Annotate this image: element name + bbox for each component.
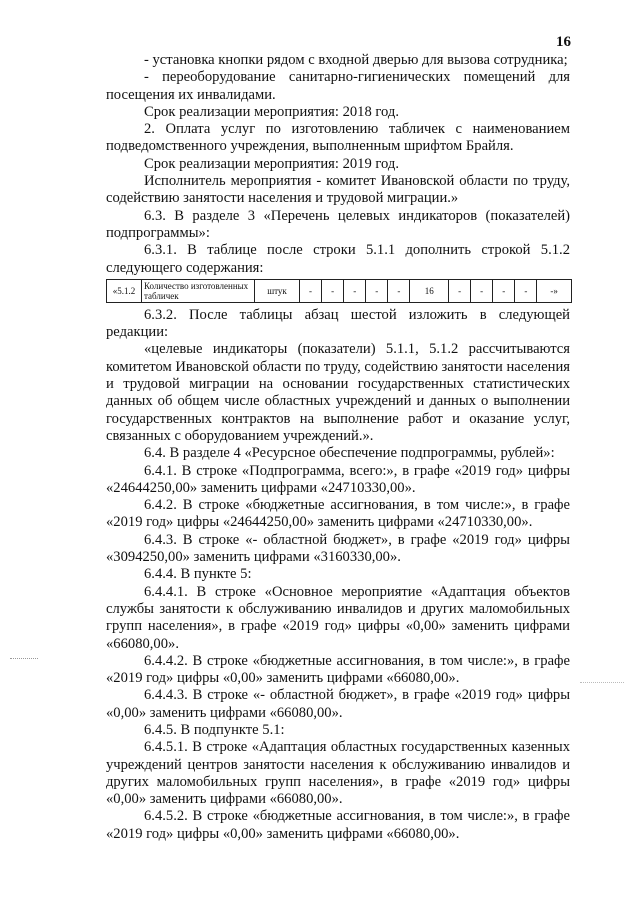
paragraph: - переоборудование санитарно-гигиенических помещений для посещения их инвалидами. (106, 69, 570, 103)
table-cell: - (300, 279, 322, 302)
paragraph: Срок реализации мероприятия: 2018 год. (144, 103, 399, 120)
paragraph: Исполнитель мероприятия - комитет Ивановской области по труду, содействию занятости населения и трудовой миграции.» (106, 173, 570, 207)
paragraph: 6.4.4. В пункте 5: (144, 566, 252, 583)
table-cell: - (366, 279, 388, 302)
paragraph: «целевые индикаторы (показатели) 5.1.1, 5.1.2 рассчитываются комитетом Ивановской области по труду, содействию занятости населения и трудовой миграции на основании государственных статистических данных об общем числе областных учреждений и данных о выполнении государственных контрактов на выполнение работ и оказание услуг, связанных с оборудованием учреждений.». (106, 341, 570, 444)
paragraph: 6.4.4.3. В строке «- областной бюджет», в графе «2019 год» цифры «0,00» заменить цифрами «66080,00». (106, 687, 570, 721)
paragraph: 6.4.5.2. В строке «бюджетные ассигнования, в том числе:», в графе «2019 год» цифры «0,00» заменить цифрами «66080,00». (106, 808, 570, 842)
paragraph: 6.4.2. В строке «бюджетные ассигнования, в том числе:», в графе «2019 год» цифры «24644250,00» заменить цифрами «24710330,00». (106, 497, 570, 531)
table-cell-unit: штук (255, 279, 300, 302)
scan-artifact (580, 682, 624, 683)
page-number: 16 (556, 34, 571, 50)
paragraph: 6.4.5.1. В строке «Адаптация областных государственных казенных учреждений центров занятости населения к обслуживанию инвалидов и других маломобильных групп населения», в графе «2019 год» цифры «0,00» заменить цифрами «66080,00». (106, 739, 570, 808)
paragraph: 6.4. В разделе 4 «Ресурсное обеспечение подпрограммы, рублей»: (144, 445, 555, 462)
table-cell: -» (537, 279, 572, 302)
table-cell-number: «5.1.2 (107, 279, 142, 302)
paragraph: 6.4.4.2. В строке «бюджетные ассигнования, в том числе:», в графе «2019 год» цифры «0,00» заменить цифрами «66080,00». (106, 652, 570, 687)
paragraph: - установка кнопки рядом с входной дверью для вызова сотрудника; (144, 52, 568, 68)
paragraph: 6.4.1. В строке «Подпрограмма, всего:», в графе «2019 год» цифры «24644250,00» заменить цифрами «24710330,00». (106, 462, 570, 496)
table-cell: - (515, 279, 537, 302)
table-cell-indicator: Количество изготовленных табличек (142, 279, 255, 302)
paragraph: 6.4.5. В подпункте 5.1: (144, 721, 285, 738)
paragraph: 6.4.4.1. В строке «Основное мероприятие «Адаптация объектов службы занятости к обслуживанию инвалидов и других маломобильных групп населения», в графе «2019 год» цифры «0,00» заменить цифрами «66080,00». (106, 583, 570, 652)
inserted-table-row (106, 279, 572, 303)
paragraph: 6.3.1. В таблице после строки 5.1.1 дополнить строкой 5.1.2 следующего содержания: (106, 242, 570, 276)
table-row (107, 279, 572, 302)
paragraph: Срок реализации мероприятия: 2019 год. (144, 155, 399, 172)
paragraph: 6.4.3. В строке «- областной бюджет», в графе «2019 год» цифры «3094250,00» заменить цифрами «3160330,00». (106, 531, 570, 566)
document-body (106, 52, 570, 843)
table-cell: - (322, 279, 344, 302)
paragraph: 6.3.2. После таблицы абзац шестой изложить в следующей редакции: (106, 306, 570, 341)
scan-artifact (10, 658, 38, 659)
table-cell: - (344, 279, 366, 302)
table-cell: - (449, 279, 471, 302)
table-cell: - (471, 279, 493, 302)
table-cell: - (493, 279, 515, 302)
paragraph: 6.3. В разделе 3 «Перечень целевых индикаторов (показателей) подпрограммы»: (106, 207, 570, 241)
table-cell: - (388, 279, 410, 302)
table-cell: 16 (410, 279, 449, 302)
paragraph: 2. Оплата услуг по изготовлению табличек с наименованием подведомственного учреждения, выполненным шрифтом Брайля. (106, 121, 570, 155)
